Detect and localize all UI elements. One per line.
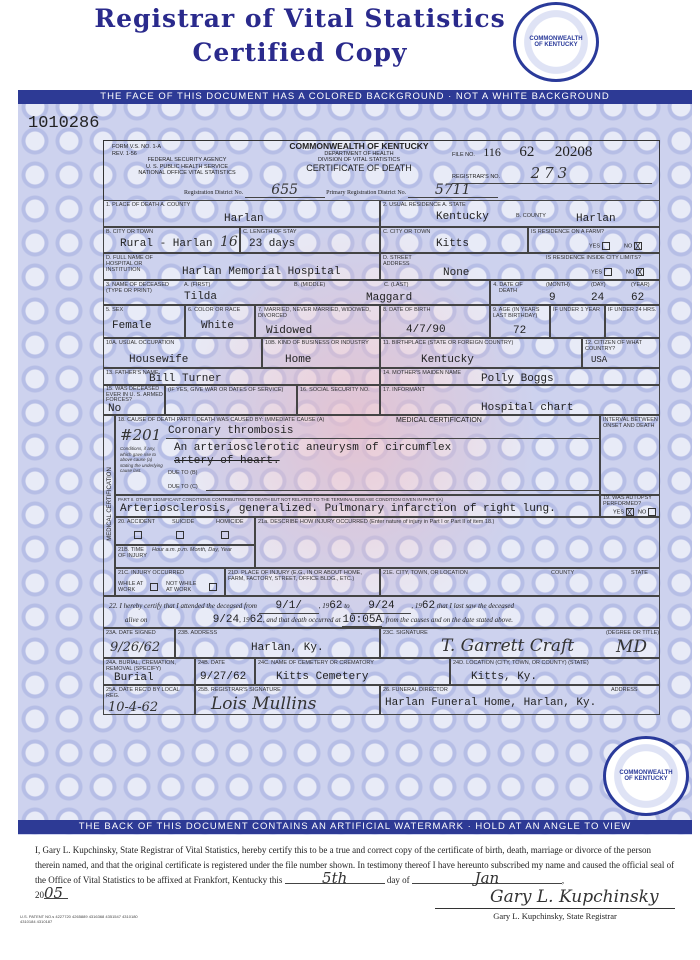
label: 23C. SIGNATURE (383, 630, 428, 636)
last-alive-value: 9/24 (149, 614, 239, 628)
text: alive on (125, 616, 148, 624)
primary-district-label: Primary Registration District No. (326, 190, 407, 196)
injury-occurred-cell (115, 568, 225, 596)
place-of-death-value: Harlan (224, 213, 264, 225)
birthplace-cell (380, 338, 582, 368)
street-cell (380, 253, 660, 280)
label: 24C. NAME OF CEMETERY OR CREMATORY (258, 660, 374, 666)
label: 5. SEX (106, 307, 124, 313)
label: 17. INFORMANT (383, 387, 425, 393)
injury-description-cell (255, 517, 660, 568)
signer-address-value: Harlan, Ky. (251, 642, 324, 654)
injury-city-cell (380, 568, 660, 596)
hospital-cell (103, 253, 380, 280)
farm-cell (528, 227, 660, 253)
physician-degree: MD (616, 637, 648, 657)
informant-cell (380, 385, 660, 415)
text: , and that death occurred at (262, 616, 341, 624)
serial-number: 1010286 (28, 114, 100, 133)
occupation-cell (103, 338, 262, 368)
date-received-value: 10-4-62 (108, 700, 159, 715)
label: (YEAR) (631, 282, 650, 288)
label: Conditions, if any, which gave rise to above cause (a) stating the underlying cause last. (120, 446, 163, 473)
file-label: FILE NO. (452, 152, 475, 158)
label: C. (LAST) (384, 282, 409, 288)
attendance-cell (103, 596, 660, 628)
division: DIVISION OF VITAL STATISTICS (317, 157, 400, 163)
registrar-no: 273 (530, 164, 572, 182)
burial-date-value: 9/27/62 (200, 671, 247, 683)
label: 21E. CITY, TOWN, OR LOCATION (383, 570, 468, 576)
from-year-value: 62 (329, 600, 343, 612)
label: 21C. INJURY OCCURRED (118, 570, 185, 576)
label: 25A. DATE REC'D BY LOCAL REG. (106, 687, 180, 699)
date-of-death-cell (490, 280, 660, 305)
kentucky-seal-icon (513, 2, 599, 82)
attended-to-value: 9/24 (351, 600, 411, 614)
form-info (112, 144, 262, 177)
label: Hour a.m. p.m. Month, Day, Year (152, 547, 232, 553)
business-cell (262, 338, 380, 368)
text: , from the causes and on the date stated above. (382, 616, 514, 624)
text: 22. I hereby certify that I attended the deceased from (109, 602, 257, 610)
attended-from-value: 9/1/ (259, 600, 319, 614)
burial-value: Burial (114, 672, 154, 684)
accident-checkbox[interactable] (134, 531, 142, 539)
label: 1. PLACE OF DEATH A. COUNTY (106, 202, 191, 208)
informant-value: Hospital chart (481, 402, 574, 414)
reg-district-label: Registration District No. (184, 190, 244, 196)
label-text: 15. WAS DECEASED EVER IN U. S. ARMED FORCES? (106, 386, 163, 403)
form-rev: REV. 1-56 (112, 150, 137, 157)
label: 26. FUNERAL DIRECTOR (383, 687, 448, 693)
certification-text: I, Gary L. Kupchinsky, State Registrar of Vital Statistics, hereby certify this to be a true and correct copy of the certificate of birth, death, marriage or divorce of the person therein named, and that the original certificate is registered under the file number shown. In testimony thereof I have hereunto subscribed my name and caused the official seal of the Office of Vital Statistics to be affixed at Frankfort, Kentucky this (35, 845, 675, 885)
kentucky-seal-bottom-icon (603, 736, 689, 816)
death-day-value: 24 (591, 292, 605, 304)
bottom-band: THE BACK OF THIS DOCUMENT CONTAINS AN ARTIFICIAL WATERMARK · HOLD AT AN ANGLE TO VIEW (18, 820, 692, 834)
race-cell (185, 305, 255, 338)
length-of-stay-value: 23 days (249, 238, 296, 250)
funeral-director-cell (380, 685, 660, 715)
alive-year-value: 62 (249, 614, 263, 626)
label: 18. CAUSE OF DEATH PART I. DEATH WAS CAUSED BY: IMMEDIATE CAUSE (A) (118, 417, 325, 423)
file-c: 20208 (554, 144, 593, 160)
label: YES (591, 269, 603, 276)
state-registrar-name: Gary L. Kupchinsky, State Registrar (435, 908, 675, 922)
date-signed-value: 9/26/62 (110, 640, 161, 655)
sex-value: Female (112, 320, 152, 332)
agency2: U. S. PUBLIC HEALTH SERVICE (145, 163, 228, 170)
occupation-value: Housewife (129, 354, 189, 366)
file-number (452, 143, 652, 161)
sex-cell (103, 305, 185, 338)
label: B. (MIDDLE) (294, 282, 326, 288)
text: , 19 (239, 616, 250, 624)
label: 9. AGE (IN YEARS LAST BIRTHDAY) (493, 307, 540, 319)
seal-text: COMMONWEALTH OF KENTUCKY (529, 36, 583, 48)
armed-forces-value: No (108, 403, 122, 415)
while-work-checkbox[interactable] (150, 583, 158, 591)
medical-side-label: MEDICAL CERTIFICATION (107, 467, 113, 541)
autopsy-no-checkbox[interactable] (648, 508, 656, 516)
label: DUE TO (B) (168, 470, 198, 476)
label: NOT WHILE AT WORK (166, 581, 197, 593)
usual-residence-cell (380, 200, 660, 227)
label: 23B. ADDRESS (178, 630, 218, 636)
hospital-value: Harlan Memorial Hospital (182, 266, 341, 278)
label: C. LENGTH OF STAY (243, 229, 297, 235)
autopsy-yes-checkbox[interactable]: X (626, 508, 633, 517)
homicide-checkbox[interactable] (221, 531, 229, 539)
header-subtitle: Certified Copy (192, 38, 408, 67)
part2-cell (115, 495, 600, 517)
certification-year: 05 (44, 888, 68, 899)
label: D. STREET ADDRESS (383, 255, 412, 267)
label: 25B. REGISTRAR'S SIGNATURE (198, 687, 281, 693)
city-limits-yes[interactable] (591, 268, 612, 276)
age-value: 72 (513, 325, 527, 337)
autopsy-cell (600, 495, 660, 517)
burial-cell (103, 658, 195, 685)
certification-month: Jan (412, 873, 562, 884)
patent-numbers: U.S. PATENT NO.s 4227720 4265889 4316368 4351547 4310180 4310184 4310187 (20, 914, 138, 924)
last-name-value: Maggard (366, 292, 413, 304)
file-a: 116 (483, 145, 501, 159)
dept: DEPARTMENT OF HEALTH (324, 151, 394, 157)
label: 13. FATHER'S NAME (106, 370, 159, 376)
date-signed-cell (103, 628, 175, 658)
label: HOMICIDE (216, 519, 244, 525)
label: IS RESIDENCE INSIDE CITY LIMITS? (546, 255, 641, 261)
farm-yes-checkbox[interactable] (602, 242, 610, 250)
code-handwritten: #201 (120, 426, 162, 444)
label: 8. DATE OF BIRTH (383, 307, 431, 313)
father-cell (103, 368, 380, 385)
label: (DEGREE OR TITLE) (606, 630, 660, 636)
label: SUICIDE (172, 519, 195, 525)
label: 21D. PLACE OF INJURY (E.G., IN OR ABOUT HOME, FARM, FACTORY, STREET, OFFICE BLDG., ETC.) (228, 570, 362, 582)
cause-b-value: An arteriosclerotic aneurysm of circumflex (174, 442, 452, 454)
label: (MONTH) (546, 282, 570, 288)
cemetery-value: Kitts Cemetery (276, 671, 369, 683)
label: IF UNDER 1 YEAR (553, 307, 600, 313)
part2-value: Arteriosclerosis, generalized. Pulmonary infarction of right lung. (120, 503, 556, 515)
father-value: Bill Turner (149, 373, 222, 385)
under-24-hrs-cell (605, 305, 660, 338)
text: , 19 (411, 602, 422, 610)
death-year-value: 62 (631, 292, 645, 304)
city-value: Rural - Harlan (120, 238, 213, 250)
label: COUNTY (551, 570, 575, 576)
location-value: Kitts, Ky. (471, 671, 538, 683)
label: 3. NAME OF DECEASED (TYPE OR PRINT) (106, 282, 169, 294)
reg-district-no: 655 (245, 183, 325, 198)
registrar-signature: Lois Mullins (211, 694, 317, 714)
time-of-injury-cell (115, 545, 255, 568)
medical-heading: MEDICAL CERTIFICATION (396, 417, 482, 424)
citizen-value: USA (591, 355, 608, 365)
text: 20 (35, 890, 44, 900)
label: B. CITY OR TOWN (106, 229, 154, 235)
city-limits-no[interactable] (626, 268, 644, 276)
label: 12. CITIZEN OF WHAT COUNTRY? (585, 340, 642, 352)
top-band: THE FACE OF THIS DOCUMENT HAS A COLORED BACKGROUND · NOT A WHITE BACKGROUND (18, 90, 692, 104)
label: IS RESIDENCE ON A FARM? (531, 229, 605, 235)
label: NO (624, 243, 633, 250)
label: 16. SOCIAL SECURITY NO. (300, 387, 370, 393)
file-b: 62 (519, 144, 535, 160)
text: day of (386, 875, 410, 885)
city-limits-yes-checkbox[interactable] (604, 268, 612, 276)
burial-date-cell (195, 658, 255, 685)
dob-cell (380, 305, 490, 338)
name-cell (103, 280, 490, 305)
text: to (344, 602, 350, 610)
state-registrar-signature: Gary L. Kupchinsky (490, 887, 659, 907)
label: 23A. DATE SIGNED (106, 630, 156, 636)
physician-signature: T. Garrett Craft (441, 636, 575, 656)
label: 2. USUAL RESIDENCE A. STATE (383, 202, 466, 208)
label: 24B. DATE (198, 660, 226, 666)
residence-city-cell (380, 227, 528, 253)
label: 24D. LOCATION (CITY, TOWN, OR COUNTY) (STATE) (453, 660, 589, 666)
to-year-value: 62 (421, 600, 436, 612)
label: NO (638, 509, 647, 516)
label (106, 386, 163, 404)
label: 7. MARRIED, NEVER MARRIED, WIDOWED, DIVORCED (258, 307, 371, 319)
label: YES (613, 509, 625, 516)
age-cell (490, 305, 550, 338)
label: STATE (631, 570, 648, 576)
marital-cell (255, 305, 380, 338)
farm-no[interactable] (624, 242, 642, 250)
label: 14. MOTHER'S MAIDEN NAME (383, 370, 462, 376)
dob-value: 4/7/90 (406, 324, 446, 336)
armed-forces-cell (103, 385, 165, 415)
label: YES (589, 243, 601, 250)
label: C. CITY OR TOWN (383, 229, 431, 235)
death-time-value: 10:05A (342, 614, 383, 626)
business-value: Home (285, 354, 312, 366)
citizen-cell (582, 338, 660, 368)
label: 21B. TIME OF INJURY (118, 547, 147, 559)
registrar-number (452, 165, 652, 184)
residence-city-value: Kitts (436, 238, 470, 250)
street-value: None (443, 267, 470, 279)
marital-value: Widowed (266, 325, 313, 337)
residence-county-value: Harlan (576, 213, 616, 225)
medical-side-cell (103, 415, 115, 596)
farm-no-checkbox[interactable]: X (635, 242, 641, 251)
interval-cell (600, 415, 660, 495)
label: 21a. DESCRIBE HOW INJURY OCCURRED (Enter nature of injury in Part I or Part II of item 18.) (258, 519, 495, 525)
under-1-year-cell (550, 305, 605, 338)
signer-address-cell (175, 628, 380, 658)
label: WHILE AT WORK (118, 581, 144, 593)
seal-text-bottom: COMMONWEALTH OF KENTUCKY (619, 770, 673, 782)
text: , 19 (318, 602, 330, 610)
registrar-label: REGISTRAR'S NO. (452, 174, 501, 180)
city-limits-no-checkbox[interactable]: X (637, 268, 643, 277)
place-of-death-cell (103, 200, 380, 227)
label: ADDRESS (611, 687, 638, 693)
city-note: 16 (220, 234, 238, 250)
date-received-cell (103, 685, 195, 715)
birthplace-value: Kentucky (421, 354, 474, 366)
certification-day: 5th (285, 873, 385, 884)
agency3: NATIONAL OFFICE VITAL STATISTICS (138, 170, 236, 176)
header-title: Registrar of Vital Statistics (94, 4, 506, 33)
ssn-cell (297, 385, 380, 415)
certificate-title: CERTIFICATE OF DEATH (306, 163, 412, 173)
label: 10B. KIND OF BUSINESS OR INDUSTRY (265, 340, 369, 346)
death-month-value: 9 (549, 292, 556, 304)
signature-cell (380, 628, 660, 658)
label: NO (626, 269, 635, 276)
label: IF UNDER 24 HRS. (608, 307, 657, 313)
registrar-signature-cell (195, 685, 380, 715)
label: 11. BIRTHPLACE (STATE OR FOREIGN COUNTRY) (383, 340, 514, 346)
label: 24A. BURIAL, CREMATION, REMOVAL (SPECIFY) (106, 660, 176, 672)
length-of-stay-cell (240, 227, 380, 253)
label: 4. DATE OF DEATH (493, 282, 523, 294)
label: B. COUNTY (516, 213, 546, 219)
label: 19. WAS AUTOPSY PERFORMED? (603, 495, 652, 507)
farm-yes[interactable] (589, 242, 610, 250)
war-cell (165, 385, 297, 415)
residence-state-value: Kentucky (436, 211, 489, 223)
label: INTERVAL BETWEEN ONSET AND DEATH (603, 417, 658, 429)
cause-of-death-cell (115, 415, 600, 495)
location-cell (450, 658, 660, 685)
place-of-injury-cell (225, 568, 380, 596)
label: 6. COLOR OR RACE (188, 307, 241, 313)
label: D. FULL NAME OF HOSPITAL OR INSTITUTION (106, 255, 153, 273)
mother-cell (380, 368, 660, 385)
cause-b2-value: artery of heart. (174, 455, 280, 467)
state-heading: COMMONWEALTH OF KENTUCKY (289, 141, 429, 151)
primary-district-no: 5711 (408, 183, 498, 198)
first-name-value: Tilda (184, 291, 218, 303)
label: PART II. OTHER SIGNIFICANT CONDITIONS CONTRIBUTING TO DEATH BUT NOT RELATED TO THE TERMINAL DISEASE CONDITION GIVEN IN PART I(A) (118, 497, 443, 502)
agency1: FEDERAL SECURITY AGENCY (147, 157, 227, 163)
suicide-checkbox[interactable] (176, 531, 184, 539)
cemetery-cell (255, 658, 450, 685)
cause-a-value: Coronary thrombosis (168, 425, 294, 437)
mother-value: Polly Boggs (481, 373, 554, 385)
city-cell (103, 227, 240, 253)
label: 10A. USUAL OCCUPATION (106, 340, 175, 346)
label: (IF YES, GIVE WAR OR DATES OF SERVICE) (168, 387, 284, 393)
label: DUE TO (C) (168, 484, 198, 490)
label: A. (FIRST) (184, 282, 211, 288)
not-work-checkbox[interactable] (209, 583, 217, 591)
form-title-block (274, 141, 444, 173)
text: that I last saw the deceased (436, 602, 515, 610)
accident-cell (115, 517, 255, 545)
district-line (184, 183, 498, 198)
label: 20. ACCIDENT (118, 519, 155, 525)
form-no: FORM V.S. NO. 1-A (112, 144, 162, 150)
label: (DAY) (591, 282, 606, 288)
registrar-certification: I, Gary L. Kupchinsky, State Registrar of Vital Statistics, hereby certify this to be a true and correct copy of the certificate of birth, death, marriage or divorce of the person therein named, and that the original certificate is registered under the file number shown. In testimony thereof I have hereunto subscribed my name and caused the official seal of the Office of Vital Statistics to be affixed at Frankfort, Kentucky this 5th day of Jan , 2005 (35, 845, 675, 902)
race-value: White (201, 320, 235, 332)
funeral-director-value: Harlan Funeral Home, Harlan, Ky. (385, 697, 597, 709)
